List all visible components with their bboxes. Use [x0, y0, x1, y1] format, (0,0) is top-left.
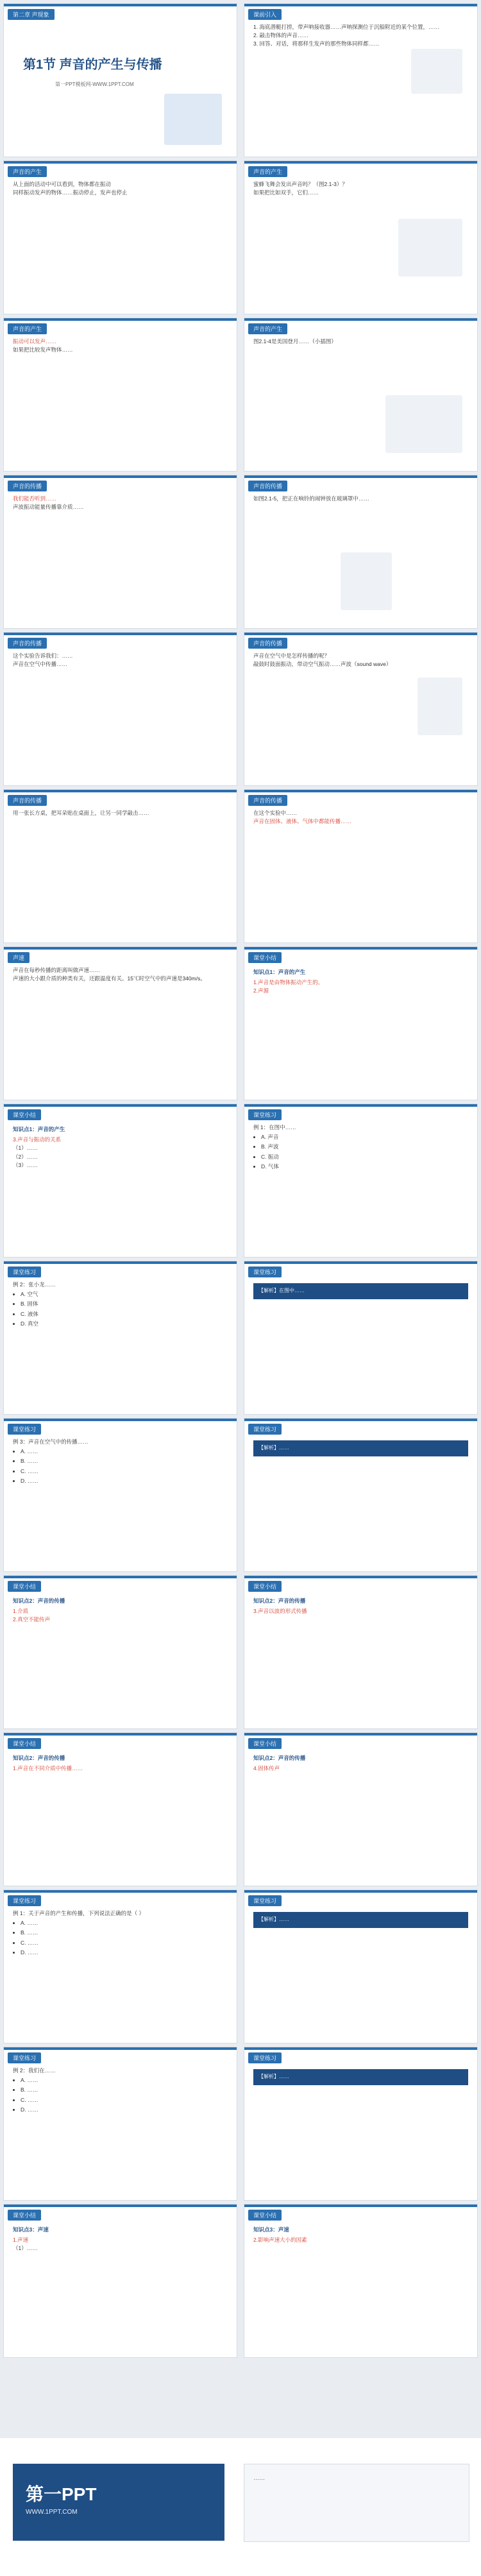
slide-30 — [244, 2204, 478, 2358]
line-1: 我们能否听到…… — [13, 495, 57, 502]
slide-top-bar — [244, 1576, 477, 1578]
line-1: 如图2.1-5，把正在响铃的闹钟放在玻璃罩中…… — [253, 495, 369, 502]
slide-content — [253, 23, 471, 49]
line-1: 声音在空气中是怎样传播的呢？ — [253, 653, 330, 659]
slide-top-bar — [244, 2205, 477, 2207]
slide-content — [13, 652, 230, 669]
slide-tag: 课堂小结 — [8, 1109, 41, 1120]
section-title: 知识点2：声音的传播 — [253, 1598, 306, 1604]
line-3: 3. 回答、对话，将那样生发声的那些物体同样都…… — [253, 40, 380, 47]
slide-top-bar — [4, 4, 237, 6]
section-title: 知识点3：声速 — [13, 2226, 49, 2233]
item-2: （1）…… — [13, 1145, 38, 1152]
slide-content — [253, 1123, 471, 1172]
slide-top-bar — [244, 1419, 477, 1421]
slide-13 — [3, 946, 237, 1100]
section-title: 知识点2：声音的传播 — [13, 1598, 65, 1604]
slide-tag: 声音的传播 — [248, 481, 287, 491]
item-1: 4.固体传声 — [253, 1765, 280, 1772]
item-2: 2.声源 — [253, 987, 269, 994]
slide-content — [13, 809, 230, 817]
slide-tag: 课堂练习 — [248, 2052, 282, 2063]
slide-top-bar — [244, 1733, 477, 1736]
slide-content — [13, 495, 230, 511]
section-title: 知识点2：声音的传播 — [13, 1755, 65, 1761]
footer-brand-panel — [13, 2464, 224, 2541]
options — [253, 1133, 471, 1171]
line-1: 用一张长方桌，把耳朵贴在桌面上，让另一同学敲击…… — [13, 810, 149, 816]
slide-22 — [244, 1575, 478, 1729]
section-title: 知识点3：声速 — [253, 2226, 289, 2233]
footer-desc: …… — [253, 2475, 265, 2481]
option-d[interactable]: • D. 气体 — [261, 1163, 471, 1171]
slide-tag: 课堂练习 — [248, 1424, 282, 1435]
speaker-illustration — [164, 94, 222, 145]
slide-content — [13, 1595, 230, 1625]
slide-top-bar — [4, 1104, 237, 1107]
moon-illustration — [385, 395, 462, 453]
slide-tag: 声音的产生 — [248, 166, 287, 177]
option-d[interactable]: • D. …… — [21, 1477, 230, 1485]
slide-tag: 课堂练习 — [248, 1267, 282, 1277]
slide-10 — [244, 632, 478, 786]
slide-content — [13, 1752, 230, 1773]
slide-top-bar — [4, 161, 237, 164]
solution-box: 【解析】…… — [253, 2069, 468, 2085]
slide-top-bar — [4, 633, 237, 635]
slide-tag: 课堂练习 — [248, 1109, 282, 1120]
option-d[interactable]: • D. 真空 — [21, 1320, 230, 1328]
slide-6 — [244, 318, 478, 472]
slide-top-bar — [4, 318, 237, 321]
option-b[interactable]: • B. 固体 — [21, 1300, 230, 1308]
option-c[interactable]: • C. 振动 — [261, 1153, 471, 1161]
slide-top-bar — [244, 2047, 477, 2050]
option-a[interactable]: • A. …… — [21, 1919, 230, 1927]
option-a[interactable]: • A. …… — [21, 2076, 230, 2085]
slide-7 — [3, 475, 237, 629]
item-1: 1.声音在不同介质中传播…… — [13, 1765, 83, 1772]
slide-content — [13, 337, 230, 354]
slide-title: 第1节 声音的产生与传播 — [23, 58, 162, 72]
slide-top-bar — [4, 947, 237, 950]
insect-illustration — [398, 219, 462, 277]
option-c[interactable]: • C. …… — [21, 1939, 230, 1947]
slide-23 — [3, 1732, 237, 1886]
option-a[interactable]: • A. …… — [21, 1447, 230, 1456]
section-title: 知识点1：声音的产生 — [13, 1126, 65, 1132]
slide-21 — [3, 1575, 237, 1729]
slide-top-bar — [244, 4, 477, 6]
slide-29 — [3, 2204, 237, 2358]
slide-tag: 课堂小结 — [248, 952, 282, 963]
slide-5 — [3, 318, 237, 472]
slide-tag: 声音的传播 — [248, 795, 287, 806]
slide-tag: 课堂小结 — [248, 2210, 282, 2221]
slide-3 — [3, 160, 237, 314]
line-1: 声音在每秒传播的距离叫做声速…… — [13, 967, 101, 973]
line-1: 振动可以发声…… — [13, 338, 57, 345]
slide-content — [13, 2067, 230, 2115]
slide-14 — [244, 946, 478, 1100]
slide-top-bar — [4, 475, 237, 478]
slide-content — [253, 652, 471, 669]
line-2: 2. 敲击物体的声音…… — [253, 32, 308, 39]
slide-content — [253, 337, 471, 346]
options — [13, 1447, 230, 1485]
slide-tag: 声音的传播 — [8, 481, 47, 491]
slide-tag: 第二章 声现象 — [8, 9, 55, 20]
slide-tag: 课堂小结 — [8, 2210, 41, 2221]
slide-tag: 声音的传播 — [248, 638, 287, 649]
item-1: 1.声音是由物体振动产生的。 — [253, 979, 324, 986]
slide-content — [253, 1595, 471, 1616]
item-1: 3.声音以波的形式传播 — [253, 1608, 307, 1615]
option-a[interactable]: • A. 声音 — [261, 1133, 471, 1141]
item-1: 2.影响声速大小的因素 — [253, 2237, 307, 2244]
slide-content — [13, 180, 230, 197]
slide-20 — [244, 1418, 478, 1572]
slide-top-bar — [4, 2047, 237, 2050]
line-2: 声音在空气中传播…… — [13, 661, 68, 668]
slide-16 — [244, 1104, 478, 1258]
slide-content — [253, 966, 471, 996]
slide-top-bar — [4, 1261, 237, 1264]
slide-tag: 课堂练习 — [8, 2052, 41, 2063]
slide-19 — [3, 1418, 237, 1572]
item-1: 1.介质 — [13, 1608, 29, 1615]
option-c[interactable]: • C. …… — [21, 2096, 230, 2104]
slide-top-bar — [244, 947, 477, 950]
question: 例 2：张小龙…… — [13, 1281, 56, 1288]
slide-top-bar — [244, 318, 477, 321]
item-1: 1.声速 — [13, 2237, 29, 2244]
line-1: 图2.1-4是美国登月……（小插图） — [253, 338, 337, 345]
item-2: 2.真空不能传声 — [13, 1616, 51, 1623]
option-b[interactable]: • B. …… — [21, 2086, 230, 2094]
slide-tag: 课堂练习 — [8, 1424, 41, 1435]
slide-content — [13, 1123, 230, 1170]
slide-top-bar — [4, 1890, 237, 1893]
sound-wave-illustration — [418, 678, 462, 735]
slide-top-bar — [4, 790, 237, 792]
footer — [0, 2438, 481, 2576]
option-c[interactable]: • C. …… — [21, 1467, 230, 1476]
footer-url[interactable]: WWW.1PPT.COM — [26, 2509, 78, 2516]
option-d[interactable]: • D. …… — [21, 2106, 230, 2114]
section-title: 知识点1：声音的产生 — [253, 969, 306, 975]
item-4: （3）…… — [13, 1161, 38, 1168]
slide-27 — [3, 2047, 237, 2201]
slide-2 — [244, 3, 478, 157]
option-d[interactable]: • D. …… — [21, 1949, 230, 1957]
option-b[interactable]: • B. 声波 — [261, 1143, 471, 1151]
question: 例 2：我们在…… — [13, 2067, 56, 2074]
slide-top-bar — [4, 1733, 237, 1736]
slide-content — [253, 495, 471, 503]
slide-top-bar — [244, 633, 477, 635]
slide-tag: 课堂练习 — [8, 1895, 41, 1906]
question: 例 1：在图中…… — [253, 1124, 296, 1130]
slide-25 — [3, 1889, 237, 2043]
slide-tag: 课前引入 — [248, 9, 282, 20]
slide-top-bar — [4, 2205, 237, 2207]
slide-top-bar — [244, 1104, 477, 1107]
slide-1 — [3, 3, 237, 157]
slide-top-bar — [244, 475, 477, 478]
slide-tag: 课堂小结 — [8, 1581, 41, 1592]
slide-content — [13, 2224, 230, 2253]
slide-top-bar — [244, 1261, 477, 1264]
option-a[interactable]: • A. 空气 — [21, 1290, 230, 1299]
line-2: 敲鼓时鼓面振动，带动空气振动……声波（sound wave） — [253, 661, 392, 668]
slide-12 — [244, 789, 478, 943]
slide-15 — [3, 1104, 237, 1258]
slide-tag: 课堂练习 — [248, 1895, 282, 1906]
item-2: （1）…… — [13, 2245, 38, 2252]
line-2: 声音在固体、液体、气体中都能传播…… — [253, 818, 352, 825]
option-b[interactable]: • B. …… — [21, 1457, 230, 1465]
line-2: 同样振动发声的物体……振动停止，发声也停止 — [13, 189, 128, 196]
slide-subtitle: 第一PPT模板网-WWW.1PPT.COM — [55, 81, 134, 87]
slide-11 — [3, 789, 237, 943]
slide-8 — [244, 475, 478, 629]
line-1: 从上面的活动中可以看到，物体都在振动 — [13, 181, 112, 187]
experiment-illustration — [411, 49, 462, 94]
section-title: 知识点2：声音的传播 — [253, 1755, 306, 1761]
slide-content — [253, 2224, 471, 2244]
slide-tag: 声音的传播 — [8, 795, 47, 806]
slide-tag: 声速 — [8, 952, 30, 963]
item-1: 3.声音与振动的关系 — [13, 1136, 62, 1143]
line-2: 如果把比较发声物体…… — [13, 346, 73, 354]
slide-tag: 课堂小结 — [8, 1738, 41, 1749]
bell-jar-illustration — [341, 552, 392, 610]
slide-content — [253, 809, 471, 826]
footer-desc-panel — [244, 2464, 469, 2542]
slide-top-bar — [244, 161, 477, 164]
slide-tag: 声音的产生 — [8, 166, 47, 177]
line-2: 声速的大小跟介质的种类有关，还跟温度有关。15℃时空气中的声速是340m/s。 — [13, 975, 206, 982]
slide-top-bar — [4, 1419, 237, 1421]
slide-content — [13, 966, 230, 983]
slide-top-bar — [244, 790, 477, 792]
option-b[interactable]: • B. …… — [21, 1929, 230, 1937]
line-1: 这个实验告诉我们：…… — [13, 653, 73, 659]
solution-box: 【解析】…… — [253, 1912, 468, 1928]
slide-17 — [3, 1261, 237, 1415]
slide-9 — [3, 632, 237, 786]
slide-content — [13, 1909, 230, 1958]
slide-tag: 声音的产生 — [8, 323, 47, 334]
line-2: 声波振动能量传播靠介质…… — [13, 504, 84, 511]
slide-26 — [244, 1889, 478, 2043]
slide-24 — [244, 1732, 478, 1886]
options — [13, 2076, 230, 2114]
footer-brand: 第一PPT — [26, 2484, 97, 2504]
slide-top-bar — [4, 1576, 237, 1578]
line-2: 如果把比如双手，它们…… — [253, 189, 319, 196]
slide-tag: 声音的传播 — [8, 638, 47, 649]
slide-content — [13, 1281, 230, 1329]
slide-content — [253, 1752, 471, 1773]
slide-tag: 课堂小结 — [248, 1738, 282, 1749]
option-c[interactable]: • C. 液体 — [21, 1310, 230, 1318]
item-3: （2）…… — [13, 1153, 38, 1160]
question: 例 3：声音在空气中的传播…… — [13, 1438, 89, 1445]
slide-tag: 课堂小结 — [248, 1581, 282, 1592]
slide-tag: 声音的产生 — [248, 323, 287, 334]
slide-tag: 课堂练习 — [8, 1267, 41, 1277]
slide-top-bar — [244, 1890, 477, 1893]
slide-4 — [244, 160, 478, 314]
line-1: 1. 海底潜艇打捞，带声呐接收器……声呐探测位于沉船附近的某个位置，…… — [253, 24, 439, 30]
line-1: 在这个实验中…… — [253, 810, 298, 816]
solution-box: 【解析】…… — [253, 1440, 468, 1456]
line-1: 蜜蜂飞舞会发出声音吗？（图2.1-3）？ — [253, 181, 348, 187]
solution-box: 【解析】在图中…… — [253, 1283, 468, 1299]
slide-content — [253, 180, 471, 197]
options — [13, 1290, 230, 1328]
question: 例 1：关于声音的产生和传播，下列说法正确的是（ ） — [13, 1910, 144, 1916]
options — [13, 1919, 230, 1957]
slide-18 — [244, 1261, 478, 1415]
slide-28 — [244, 2047, 478, 2201]
slide-content — [13, 1438, 230, 1487]
